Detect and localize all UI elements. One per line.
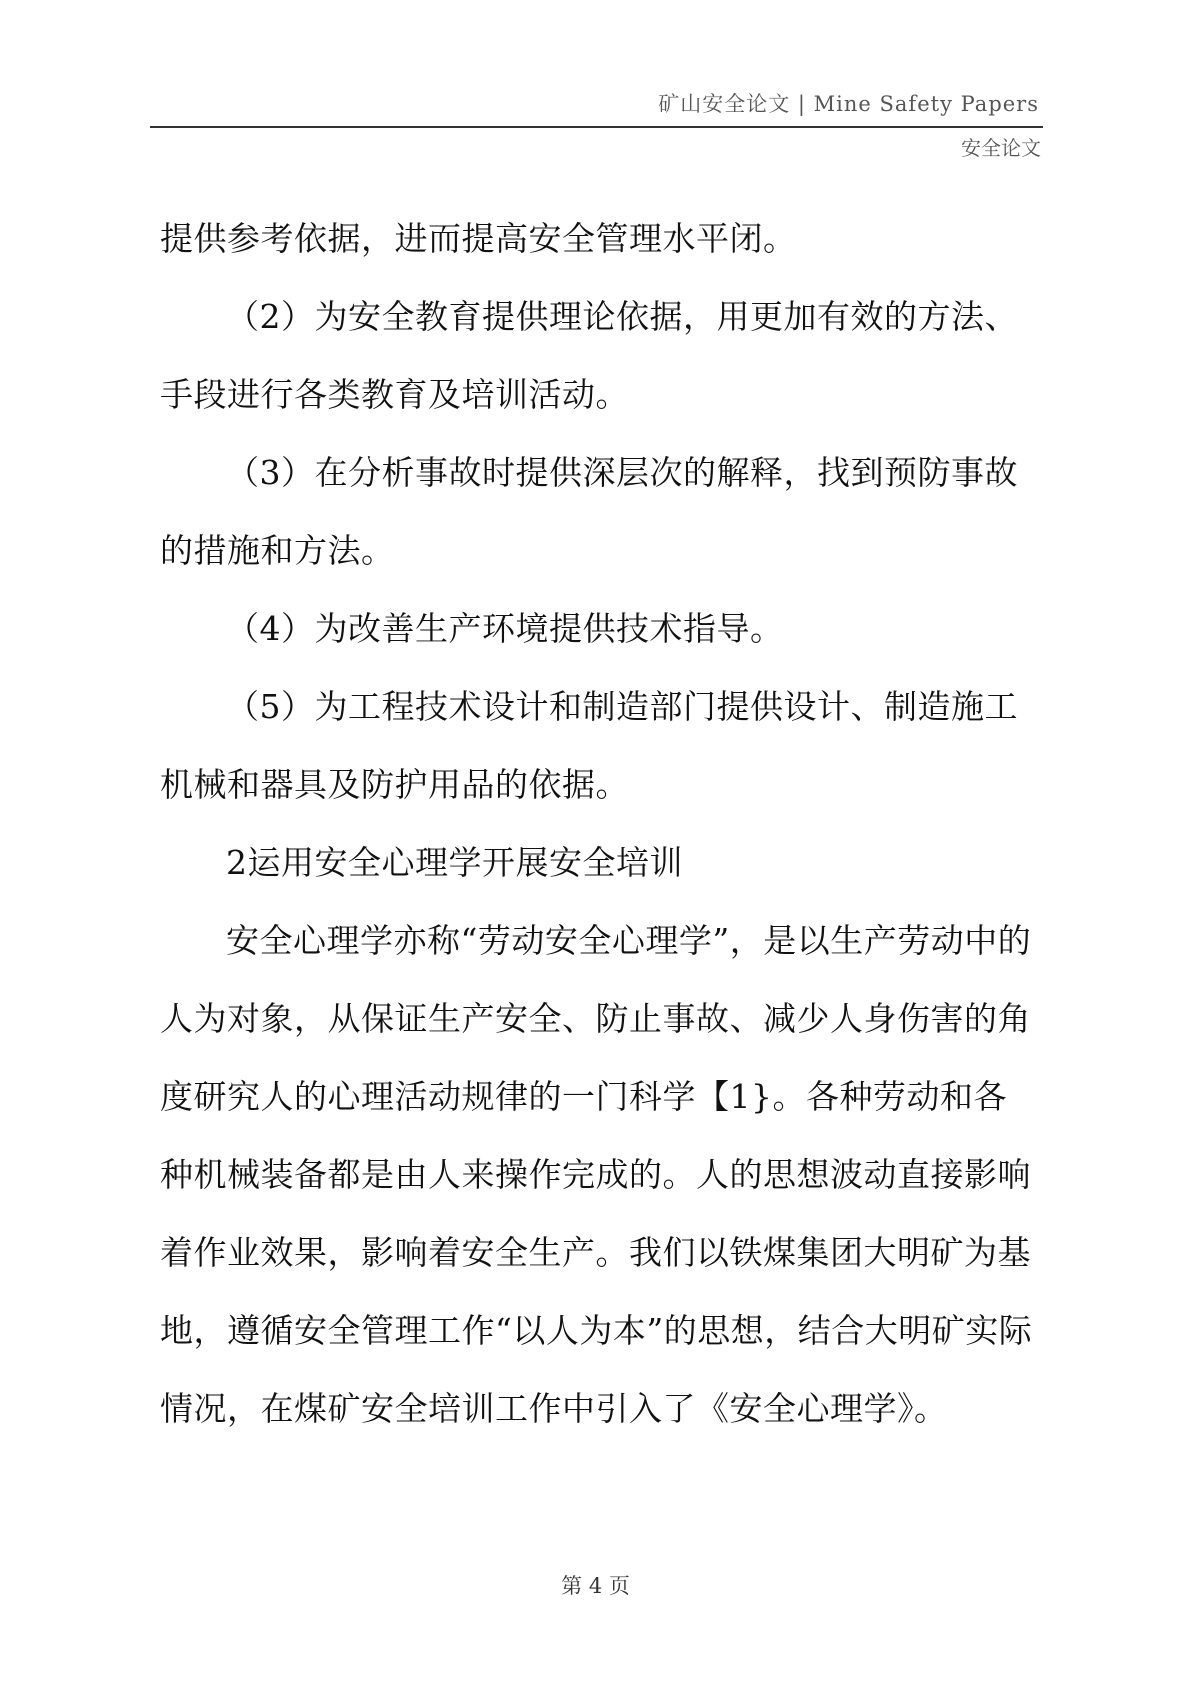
page-number: 第 4 页 [561, 1574, 630, 1598]
paragraph-item-3: （3）在分析事故时提供深层次的解释，找到预防事故的措施和方法。 [160, 453, 1018, 570]
paragraph-item-5: （5）为工程技术设计和制造部门提供设计、制造施工机械和器具及防护用品的依据。 [160, 687, 1018, 804]
running-header-title: 矿山安全论文 | Mine Safety Papers [658, 92, 1039, 116]
paragraph-body: 安全心理学亦称“劳动安全心理学”，是以生产劳动中的人为对象，从保证生产安全、防止事故、减少人身伤害的角度研究人的心理活动规律的一门科学【1}。各种劳动和各种机械装备都是由人来操作完成的。人的思想波动直接影响着作业效果，影响着安全生产。我们以铁煤集团大明矿为基地，遵循安全管理工作“以人为本”的思想，结合大明矿实际情况，在煤矿安全培训工作中引入了《安全心理学》。 [160, 921, 1033, 1428]
section-heading: 2运用安全心理学开展安全培训 [226, 843, 683, 882]
paragraph-item-2: （2）为安全教育提供理论依据，用更加有效的方法、手段进行各类教育及培训活动。 [160, 297, 1018, 414]
header-divider [150, 126, 1043, 128]
paragraph-item-4: （4）为改善生产环境提供技术指导。 [226, 609, 784, 648]
running-header-subtitle: 安全论文 [961, 136, 1041, 160]
paragraph-continuation: 提供参考依据，进而提高安全管理水平闭。 [160, 219, 797, 258]
body-text [160, 200, 1040, 1448]
